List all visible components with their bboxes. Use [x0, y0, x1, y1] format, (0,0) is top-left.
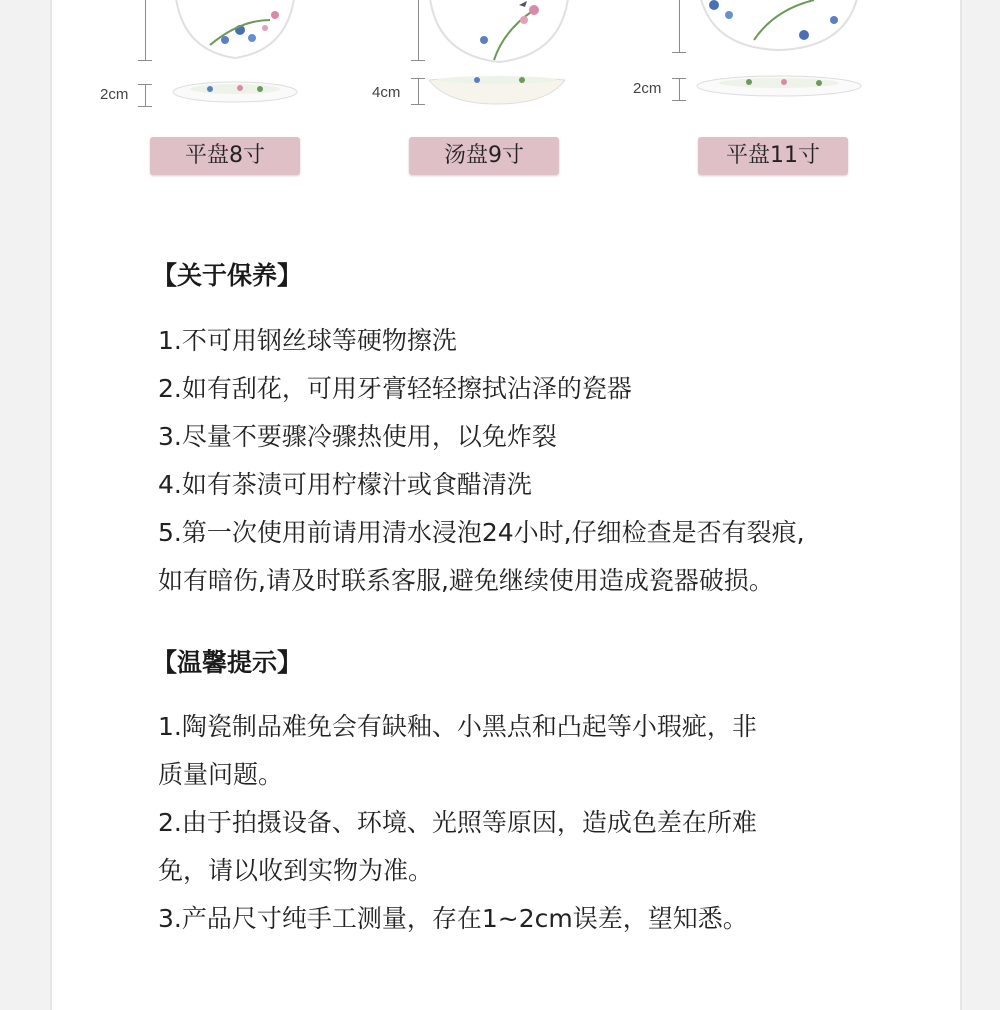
dimension-cap [672, 78, 686, 79]
dimension-cap [138, 84, 152, 85]
dimension-cap [411, 104, 425, 105]
dimension-line [145, 0, 146, 60]
dimension-line [679, 0, 680, 52]
dimension-line [418, 78, 419, 104]
dimension-cap [672, 52, 686, 53]
tips-line: 2.由于拍摄设备、环境、光照等原因，造成色差在所难 [158, 808, 757, 837]
care-line: 1.不可用钢丝球等硬物擦洗 [158, 326, 457, 355]
dimension-line [145, 84, 146, 106]
plate-side-image [427, 74, 567, 106]
plate-side-image [694, 74, 864, 100]
dimension-cap [138, 60, 152, 61]
plate-side-image [170, 80, 300, 106]
care-line: 4.如有茶渍可用柠檬汁或食醋清洗 [158, 470, 532, 499]
dimension-cap [411, 78, 425, 79]
dimension-cap [672, 100, 686, 101]
tips-line: 免，请以收到实物为准。 [158, 856, 434, 885]
plate-top-image [694, 0, 864, 52]
tips-section-title: 【温馨提示】 [152, 648, 303, 677]
care-line: 5.第一次使用前请用清水浸泡24小时,仔细检查是否有裂痕, [158, 518, 805, 547]
plate-top-image [424, 0, 574, 65]
tips-line: 质量问题。 [158, 760, 284, 789]
care-line: 3.尽量不要骤冷骤热使用，以免炸裂 [158, 422, 557, 451]
care-line: 如有暗伤,请及时联系客服,避免继续使用造成瓷器破损。 [158, 566, 774, 595]
dimension-line [679, 78, 680, 100]
height-label: 2cm [633, 80, 662, 97]
product-label: 平盘8寸 [150, 137, 300, 175]
dimension-cap [138, 106, 152, 107]
care-section-title: 【关于保养】 [152, 261, 303, 290]
height-label: 4cm [372, 84, 401, 101]
care-line: 2.如有刮花，可用牙膏轻轻擦拭沾泽的瓷器 [158, 374, 632, 403]
tips-line: 1.陶瓷制品难免会有缺釉、小黑点和凸起等小瑕疵，非 [158, 712, 757, 741]
product-detail-card [50, 0, 962, 1010]
tips-line: 3.产品尺寸纯手工测量，存在1~2cm误差，望知悉。 [158, 904, 748, 933]
plate-top-image [170, 0, 300, 60]
height-label: 2cm [100, 86, 129, 103]
product-label: 平盘11寸 [698, 137, 848, 175]
dimension-line [418, 0, 419, 60]
dimension-cap [411, 60, 425, 61]
product-label: 汤盘9寸 [409, 137, 559, 175]
